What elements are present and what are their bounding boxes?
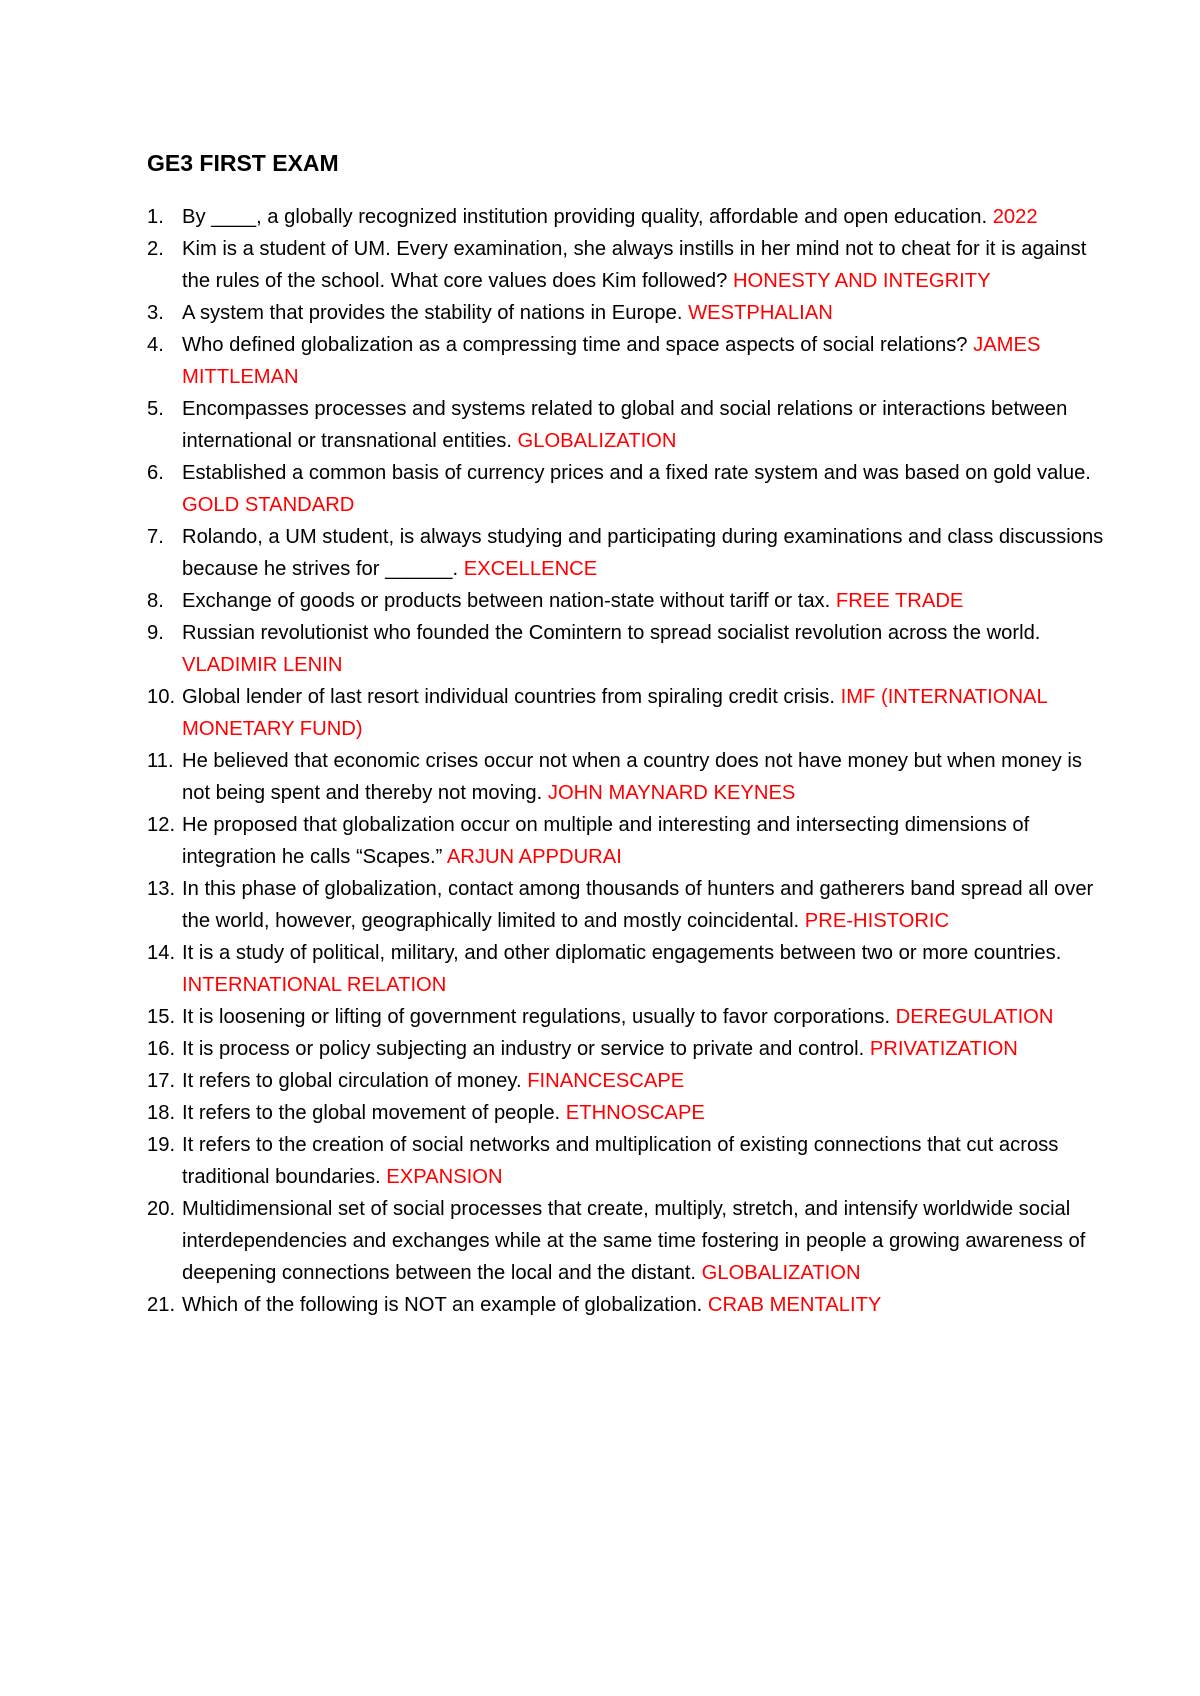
- question-text: Russian revolutionist who founded the Comintern to spread socialist revolution across the world.: [182, 622, 1041, 644]
- question-body: [182, 585, 1109, 617]
- question-body: [182, 457, 1109, 521]
- question-item: [147, 873, 1109, 937]
- question-number: 4.: [147, 334, 164, 356]
- question-body: [182, 937, 1109, 1001]
- question-number: 19.: [147, 1134, 176, 1156]
- question-number: 8.: [147, 590, 164, 612]
- answer-text: DEREGULATION: [895, 1006, 1054, 1028]
- question-body: [182, 201, 1109, 233]
- question-body: [182, 297, 1109, 329]
- question-body: [182, 1033, 1109, 1065]
- question-item: [147, 1033, 1109, 1065]
- question-text: Who defined globalization as a compressing time and space aspects of social relations?: [182, 334, 968, 356]
- question-text: It is process or policy subjecting an industry or service to private and control.: [182, 1038, 865, 1060]
- question-text: Encompasses processes and systems related to global and social relations or interactions between international or transnational entities.: [182, 398, 1068, 452]
- answer-text: PRE-HISTORIC: [804, 910, 950, 932]
- question-item: [147, 1001, 1109, 1033]
- question-number: 9.: [147, 622, 164, 644]
- question-number: 10.: [147, 686, 176, 708]
- question-text: It refers to the creation of social networks and multiplication of existing connections that cut across traditional boundaries.: [182, 1134, 1059, 1188]
- question-item: [147, 457, 1109, 521]
- question-item: [147, 233, 1109, 297]
- question-item: [147, 745, 1109, 809]
- answer-text: FREE TRADE: [835, 590, 964, 612]
- question-item: [147, 1065, 1109, 1097]
- question-item: [147, 585, 1109, 617]
- question-body: [182, 393, 1109, 457]
- question-text: It is loosening or lifting of government regulations, usually to favor corporations.: [182, 1006, 891, 1028]
- question-text: It is a study of political, military, and other diplomatic engagements between two or more countries.: [182, 942, 1062, 964]
- question-number: 3.: [147, 302, 164, 324]
- question-text: Global lender of last resort individual countries from spiraling credit crisis.: [182, 686, 835, 708]
- question-number: 7.: [147, 526, 164, 548]
- question-item: [147, 201, 1109, 233]
- answer-text: VLADIMIR LENIN: [182, 654, 343, 676]
- question-number: 2.: [147, 238, 164, 260]
- question-number: 12.: [147, 814, 176, 836]
- question-number: 15.: [147, 1006, 176, 1028]
- question-body: [182, 1193, 1109, 1289]
- question-text: Established a common basis of currency prices and a fixed rate system and was based on gold value.: [182, 462, 1091, 484]
- question-body: [182, 745, 1109, 809]
- question-body: [182, 233, 1109, 297]
- question-item: [147, 1129, 1109, 1193]
- question-text: He proposed that globalization occur on multiple and interesting and intersecting dimensions of integration he calls “Scapes.”: [182, 814, 1030, 868]
- question-number: 6.: [147, 462, 164, 484]
- answer-text: JOHN MAYNARD KEYNES: [547, 782, 796, 804]
- question-text: Exchange of goods or products between nation-state without tariff or tax.: [182, 590, 831, 612]
- question-body: [182, 681, 1109, 745]
- question-text: It refers to global circulation of money.: [182, 1070, 522, 1092]
- question-text: Which of the following is NOT an example of globalization.: [182, 1294, 703, 1316]
- question-item: [147, 937, 1109, 1001]
- question-number: 11.: [147, 750, 174, 772]
- question-text: He believed that economic crises occur not when a country does not have money but when money is not being spent and thereby not moving.: [182, 750, 1082, 804]
- answer-text: EXCELLENCE: [463, 558, 598, 580]
- answer-text: 2022: [992, 206, 1038, 228]
- question-item: [147, 681, 1109, 745]
- question-item: [147, 809, 1109, 873]
- question-item: [147, 1193, 1109, 1289]
- answer-text: JAMES MITTLEMAN: [182, 334, 1041, 388]
- question-body: [182, 521, 1109, 585]
- question-number: 21.: [147, 1294, 176, 1316]
- question-item: [147, 297, 1109, 329]
- answer-text: CRAB MENTALITY: [707, 1294, 882, 1316]
- question-text: Kim is a student of UM. Every examination, she always instills in her mind not to cheat for it is against the rules of the school. What core values does Kim followed?: [182, 238, 1087, 292]
- answer-text: ARJUN APPDURAI: [446, 846, 622, 868]
- question-number: 20.: [147, 1198, 176, 1220]
- answer-text: GLOBALIZATION: [517, 430, 677, 452]
- question-number: 18.: [147, 1102, 176, 1124]
- question-number: 17.: [147, 1070, 176, 1092]
- page-title: GE3 FIRST EXAM: [147, 150, 339, 176]
- question-item: [147, 393, 1109, 457]
- question-text: In this phase of globalization, contact among thousands of hunters and gatherers band spread all over the world, however, geographically limited to and mostly coincidental.: [182, 878, 1094, 932]
- question-body: [182, 617, 1109, 681]
- question-text: Rolando, a UM student, is always studying and participating during examinations and class discussions because he strives for ______.: [182, 526, 1104, 580]
- question-body: [182, 1097, 1109, 1129]
- question-body: [182, 1001, 1109, 1033]
- question-number: 5.: [147, 398, 164, 420]
- question-body: [182, 809, 1109, 873]
- question-number: 16.: [147, 1038, 176, 1060]
- question-item: [147, 1289, 1109, 1321]
- answer-text: EXPANSION: [386, 1166, 503, 1188]
- question-text: A system that provides the stability of nations in Europe.: [182, 302, 683, 324]
- question-item: [147, 1097, 1109, 1129]
- question-item: [147, 521, 1109, 585]
- question-text: It refers to the global movement of people.: [182, 1102, 561, 1124]
- answer-text: INTERNATIONAL RELATION: [182, 974, 447, 996]
- question-number: 13.: [147, 878, 176, 900]
- answer-text: IMF (INTERNATIONAL MONETARY FUND): [182, 686, 1047, 740]
- question-item: [147, 617, 1109, 681]
- answer-text: PRIVATIZATION: [869, 1038, 1018, 1060]
- question-item: [147, 329, 1109, 393]
- question-body: [182, 1289, 1109, 1321]
- answer-text: ETHNOSCAPE: [565, 1102, 705, 1124]
- question-body: [182, 873, 1109, 937]
- question-number: 14.: [147, 942, 176, 964]
- question-text: By ____, a globally recognized institution providing quality, affordable and open education.: [182, 206, 988, 228]
- question-body: [182, 329, 1109, 393]
- answer-text: FINANCESCAPE: [527, 1070, 685, 1092]
- answer-text: HONESTY AND INTEGRITY: [732, 270, 991, 292]
- question-list: [147, 201, 1109, 1321]
- answer-text: GOLD STANDARD: [182, 494, 355, 516]
- question-body: [182, 1129, 1109, 1193]
- question-text: Multidimensional set of social processes that create, multiply, stretch, and intensify worldwide social interdependencies and exchanges while at the same time fostering in people a growing awareness of deepening connections between the local and the distant.: [182, 1198, 1086, 1284]
- answer-text: GLOBALIZATION: [701, 1262, 861, 1284]
- question-body: [182, 1065, 1109, 1097]
- question-number: 1.: [147, 206, 164, 228]
- answer-text: WESTPHALIAN: [688, 302, 833, 324]
